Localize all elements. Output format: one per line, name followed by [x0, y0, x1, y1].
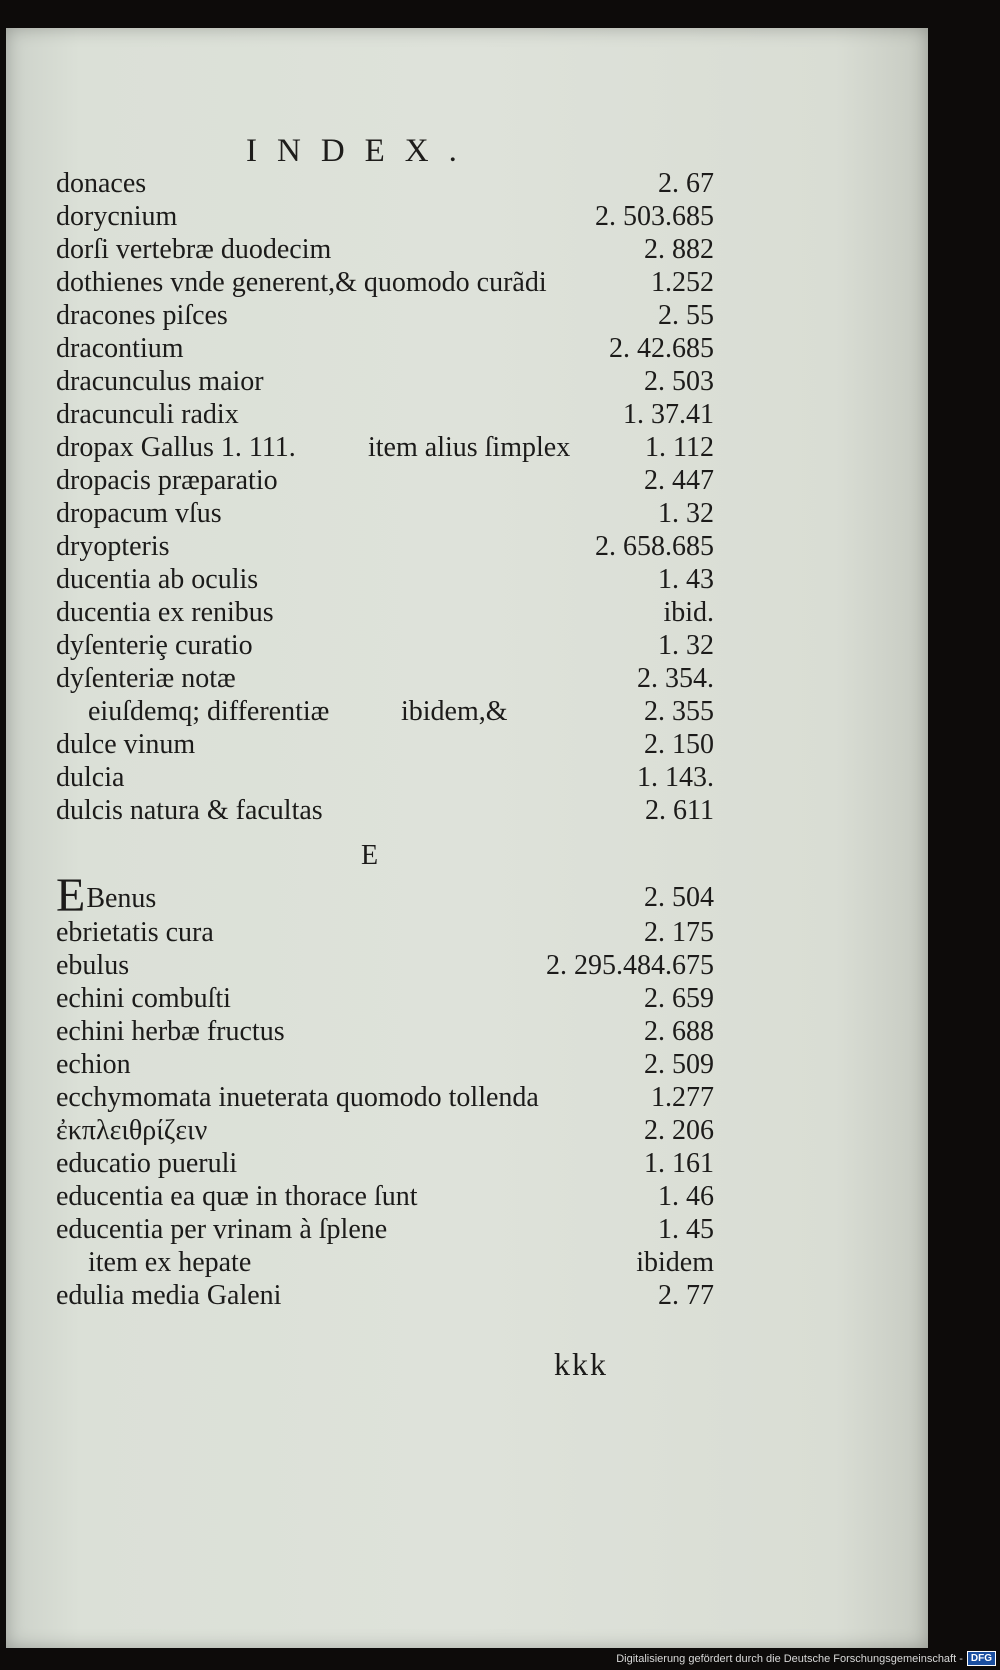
entry-term: dulce vinum: [56, 729, 196, 760]
entry-subterm: ibidem,&: [401, 696, 508, 727]
index-entry: [56, 1147, 714, 1181]
index-entry: [56, 497, 714, 531]
entry-ref: 2. 658.685: [595, 531, 714, 562]
index-entry: [56, 982, 714, 1016]
entry-subterm: item alius ſimplex: [368, 432, 571, 463]
entry-ref: 2. 206: [644, 1115, 714, 1146]
entry-ref: 2. 688: [644, 1016, 714, 1047]
entry-ref: 2. 503: [644, 366, 714, 397]
entry-term: echion: [56, 1049, 131, 1080]
index-entry: [56, 464, 714, 498]
entry-ref: 1. 43: [658, 564, 714, 595]
dfg-logo: DFG: [967, 1651, 996, 1666]
entry-ref: ibid.: [663, 597, 714, 628]
entry-term: dropacis præparatio: [56, 465, 278, 496]
entry-term: dyſenteriæ notæ: [56, 663, 236, 694]
entry-ref: 1. 37.41: [623, 399, 714, 430]
entry-term: edulia media Galeni: [56, 1280, 282, 1311]
entry-term: dropacum vſus: [56, 498, 222, 529]
index-entry: [56, 233, 714, 267]
index-entry: [56, 949, 714, 983]
entry-ref: 2. 175: [644, 917, 714, 948]
entry-ref: 2. 354.: [637, 663, 714, 694]
entry-ref: 2. 611: [645, 795, 714, 826]
entry-term: dracones piſces: [56, 300, 228, 331]
entry-ref: 2. 77: [658, 1280, 714, 1311]
section-letter: E: [361, 840, 379, 871]
index-entry: [56, 431, 714, 465]
entry-term: ἐκπλειθρίζειν: [56, 1115, 208, 1146]
entry-term: donaces: [56, 168, 147, 199]
signature-mark: kkk: [554, 1346, 608, 1382]
index-entry: [56, 1048, 714, 1082]
entry-ref: 1.277: [651, 1082, 714, 1113]
entry-ref: ibidem: [636, 1247, 714, 1278]
entry-term: ducentia ex renibus: [56, 597, 274, 628]
index-entry: [56, 1279, 714, 1313]
entry-ref: 2. 659: [644, 983, 714, 1014]
entry-term: dryopteris: [56, 531, 170, 562]
entry-term: educatio pueruli: [56, 1148, 238, 1179]
entry-term: educentia ea quæ in thorace ſunt: [56, 1181, 418, 1212]
index-entry: [56, 1114, 714, 1148]
entry-ref: 2. 67: [658, 168, 714, 199]
index-entry: [56, 1180, 714, 1214]
entry-ref: 1. 45: [658, 1214, 714, 1245]
entry-ref: 2. 355: [644, 696, 714, 727]
entry-term: echini combuſti: [56, 983, 231, 1014]
index-entry: [56, 794, 714, 828]
index-entry: [56, 530, 714, 564]
entry-ref: 2. 882: [644, 234, 714, 265]
book-page: [6, 28, 928, 1648]
entry-term: dulcis natura & facultas: [56, 795, 323, 826]
entry-term: [56, 869, 157, 922]
index-entry: [56, 695, 714, 729]
entry-term: ebrietatis cura: [56, 917, 214, 948]
entry-ref: 2. 42.685: [609, 333, 714, 364]
entry-ref: 2. 295.484.675: [546, 950, 714, 981]
index-entry: [56, 1081, 714, 1115]
entry-ref: 2. 55: [658, 300, 714, 331]
index-entry: [56, 728, 714, 762]
index-entry: [56, 200, 714, 234]
entry-term: ecchymomata inueterata quomodo tollenda: [56, 1082, 539, 1113]
entry-ref: 1. 161: [644, 1148, 714, 1179]
index-entry: [56, 1015, 714, 1049]
index-entry: [56, 662, 714, 696]
entry-ref: 2. 504: [644, 882, 714, 913]
index-entry: [56, 629, 714, 663]
entry-term: ducentia ab oculis: [56, 564, 259, 595]
index-entry: [56, 365, 714, 399]
entry-ref: 2. 150: [644, 729, 714, 760]
entry-ref: 1. 143.: [637, 762, 714, 793]
entry-term: eiuſdemq; differentiæ: [88, 696, 330, 727]
index-entry: [56, 1213, 714, 1247]
entry-ref: 1. 46: [658, 1181, 714, 1212]
index-entry: [56, 398, 714, 432]
footer-credit: Digitalisierung gefördert durch die Deutsche Forschungsgemeinschaft -: [616, 1652, 963, 1665]
entry-ref: 1.252: [651, 267, 714, 298]
entry-ref: 2. 509: [644, 1049, 714, 1080]
entry-term: item ex hepate: [88, 1247, 252, 1278]
page-header: INDEX.: [246, 133, 477, 169]
entry-ref: 2. 447: [644, 465, 714, 496]
index-entry: [56, 1246, 714, 1280]
index-entry: [56, 266, 714, 300]
index-entry: [56, 299, 714, 333]
entry-term-rest: Benus: [86, 883, 157, 914]
entry-term: dropax Gallus 1. 111.: [56, 432, 296, 463]
entry-term: ebulus: [56, 950, 130, 981]
index-entry: [56, 332, 714, 366]
entry-term: dothienes vnde generent,& quomodo curãdi: [56, 267, 547, 298]
entry-term: echini herbæ fructus: [56, 1016, 285, 1047]
index-entry: [56, 563, 714, 597]
index-entry: [56, 167, 714, 201]
index-entry: [56, 869, 714, 922]
entry-term: dorycnium: [56, 201, 178, 232]
entry-term: dyſenteriȩ curatio: [56, 630, 253, 661]
entry-ref: 2. 503.685: [595, 201, 714, 232]
entry-term: dracunculi radix: [56, 399, 239, 430]
entry-term: educentia per vrinam à ſplene: [56, 1214, 388, 1245]
entry-ref: 1. 32: [658, 498, 714, 529]
entry-term: dorſi vertebræ duodecim: [56, 234, 332, 265]
digitization-footer: [616, 1651, 996, 1666]
index-entry: [56, 916, 714, 950]
index-entry: [56, 761, 714, 795]
drop-cap: E: [56, 869, 86, 922]
entry-term: dracunculus maior: [56, 366, 264, 397]
entry-term: dulcia: [56, 762, 125, 793]
entry-ref: 1. 112: [645, 432, 714, 463]
entry-term: dracontium: [56, 333, 184, 364]
index-entry: [56, 596, 714, 630]
entry-ref: 1. 32: [658, 630, 714, 661]
